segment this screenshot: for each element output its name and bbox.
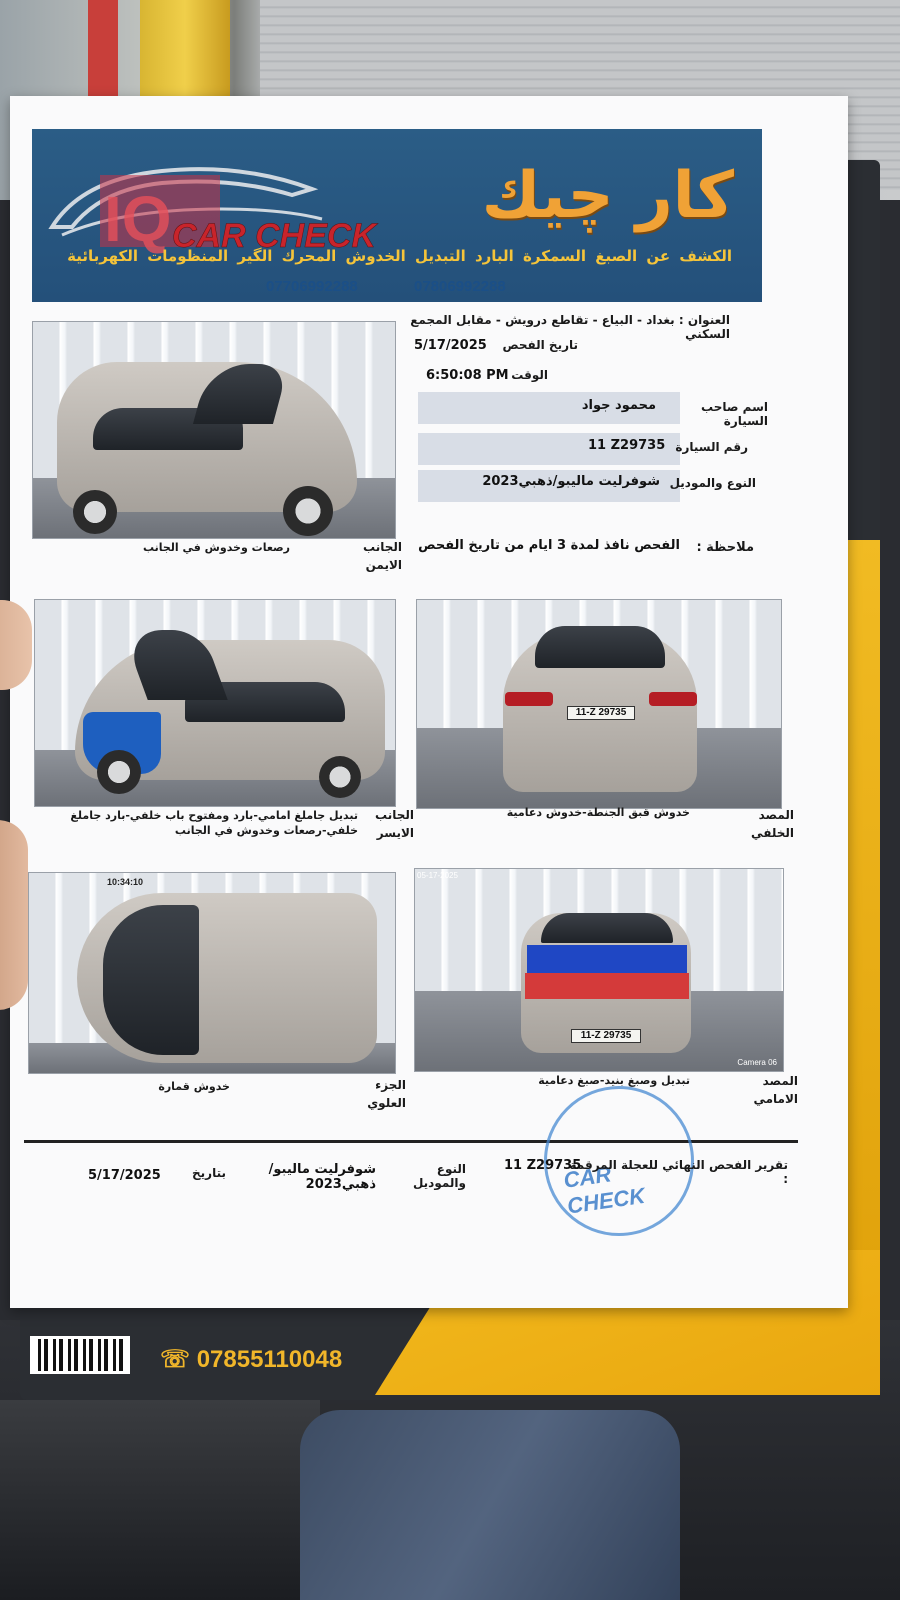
flyer-qr-code [30, 1336, 130, 1374]
front-title: المصد الامامي [753, 1074, 798, 1106]
left-side-title: الجانب الايسر [375, 808, 414, 840]
top-caption: خدوش قمارة [158, 1080, 230, 1093]
photo-front [414, 868, 784, 1072]
top-photo-timestamp: 10:34:10 [107, 877, 144, 887]
background-jeans [300, 1410, 680, 1600]
inspection-report-paper [10, 96, 848, 1308]
right-side-title: الجانب الايمن [363, 540, 402, 572]
footer-model-label: النوع والموديل [412, 1162, 466, 1190]
owner-label: اسم صاحب السيارة [701, 400, 768, 428]
address: العنوان : بغداد - البياع - تقاطع درويش - مقابل المجمع السكني [410, 313, 730, 341]
flyer-yellow-edge [846, 540, 880, 1260]
photo-right-side [32, 321, 396, 539]
plate-number: 11 Z29735 [588, 438, 666, 453]
footer-model: شوفرليت ماليبو/ذهبي2023 [268, 1162, 376, 1192]
svg-text:IQ: IQ [104, 183, 172, 255]
time-label: الوقت [511, 368, 548, 382]
camera-label: Camera 06 [737, 1058, 777, 1067]
car-check-stamp: CAR CHECK [544, 1086, 694, 1236]
services-list: الكشف عن الصبغ السمكرة البارد التبديل الخدوش المحرك الگير المنظومات الكهربائية [67, 247, 732, 265]
note-label: ملاحظة : [696, 540, 754, 555]
front-photo-timestamp: 05-17-2025 [417, 871, 458, 880]
phone-icon: ☏ [160, 1346, 197, 1373]
model-value: شوفرليت ماليبو/ذهبي2023 [482, 474, 660, 489]
rear-title: المصد الخلفي [751, 808, 794, 840]
background-red-sign [88, 0, 118, 110]
brand-english: CAR CHECK [172, 217, 376, 255]
highlight-bumper [525, 973, 689, 999]
hand-thumb [0, 820, 28, 1010]
rear-caption: خدوش قبق الجنطة-خدوش دعامية [506, 806, 690, 819]
top-title: الجزء العلوي [367, 1078, 406, 1110]
highlight-hood [527, 945, 687, 975]
front-caption: تبديل وصبغ بنيد-صبغ دعامية [538, 1074, 690, 1087]
owner-name: محمود جواد [581, 398, 656, 413]
plate-label: رقم السيارة [675, 440, 748, 454]
photo-left-side [34, 599, 396, 807]
photo-rear [416, 599, 782, 809]
footer-report-label: تقرير الفحص النهائي للعجلة المرقمة : [569, 1158, 788, 1186]
flyer-phone: ☏ 07855110048 [160, 1346, 343, 1373]
front-plate: 11-Z 29735 [571, 1029, 641, 1043]
footer-date: 5/17/2025 [88, 1168, 161, 1183]
rear-plate: 11-Z 29735 [567, 706, 635, 720]
note-text: الفحص نافذ لمدة 3 ايام من تاريخ الفحص [418, 538, 680, 553]
time: 6:50:08 PM [426, 368, 509, 383]
phone-number-2: 07806992288 [414, 278, 506, 295]
model-label: النوع والموديل [669, 476, 756, 490]
footer-plate: 11 Z29735 [504, 1158, 582, 1173]
inspection-date-label: تاريخ الفحص [502, 338, 578, 352]
background-seat [0, 1400, 320, 1600]
right-side-caption: رصعات وخدوش في الجانب [142, 541, 290, 554]
header-banner [32, 129, 762, 302]
inspection-date: 5/17/2025 [414, 338, 487, 353]
brand-arabic: كار چيك [481, 159, 734, 233]
phone-number-1: 07706992288 [266, 278, 358, 295]
left-side-caption: تبديل جاملغ امامي-بارد ومفتوح باب خلفي-بارد جاملغ خلفي-رصعات وخدوش في الجانب [70, 809, 358, 837]
photo-top [28, 872, 396, 1074]
footer-date-label: بتاريخ [192, 1166, 226, 1180]
